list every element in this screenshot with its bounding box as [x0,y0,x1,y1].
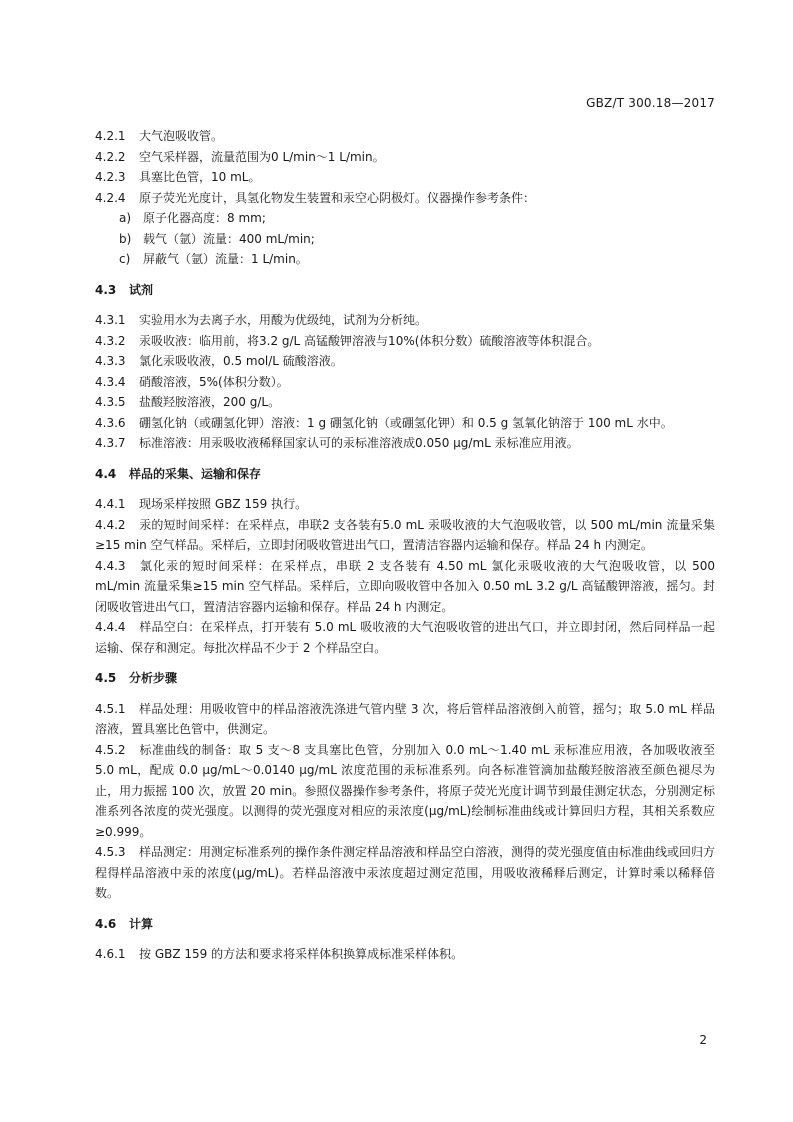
clause-4-6-1: 4.6.1 按 GBZ 159 的方法和要求将采样体积换算成标准采样体积。 [95,947,464,961]
clause-4-3-5: 4.3.5 盐酸羟胺溶液，200 g/L。 [95,395,281,409]
clause-4-4-2: 4.4.2 汞的短时间采样：在采样点，串联2 支各装有5.0 mL 汞吸收液的大气泡吸收管，以 500 mL/min 流量采集≥15 min 空气样品。采样后，立即封闭吸收管进出气口，置清洁容器内运输和保存。样品 24 h 内测定。 [95,517,715,552]
standard-code: GBZ/T 300.18—2017 [586,96,715,110]
clause-4-5-3: 4.5.3 样品测定：用测定标准系列的操作条件测定样品溶液和样品空白溶液，测得的荧光强度值由标准曲线或回归方程得样品溶液中汞的浓度(μg/mL)。若样品溶液中汞浓度超过测定范围，用吸收液稀释后测定，计算时乘以稀释倍数。 [95,845,716,900]
clause-4-4-4: 4.4.4 样品空白：在采样点，打开装有 5.0 mL 吸收液的大气泡吸收管的进出气口，并立即封闭，然后同样品一起运输、保存和测定。每批次样品不少于 2 个样品空白。 [95,620,715,655]
clause-4-4-3: 4.4.3 氯化汞的短时间采样：在采样点，串联 2 支各装有 4.50 mL 氯化汞吸收液的大气泡吸收管，以 500 mL/min 流量采集≥15 min 空气样品。采样后，立即向吸收管中各加入 0.50 mL 3.2 g/L 高锰酸钾溶液，摇匀。封闭吸收管进出气口，置清洁容器内运输和保存。样品 24 h 内测定。 [95,558,715,614]
clause-4-3-6: 4.3.6 硼氢化钠（或硼氢化钾）溶液：1 g 硼氢化钠（或硼氢化钾）和 0.5 g 氢氧化钠溶于 100 mL 水中。 [95,415,673,430]
condition-c: c) 屏蔽气（氩）流量：1 L/min。 [119,252,308,266]
clause-4-2-1: 4.2.1 大气泡吸收管。 [95,129,224,143]
clause-4-3-1: 4.3.1 实验用水为去离子水，用酸为优级纯，试剂为分析纯。 [95,313,428,327]
clause-4-2-4: 4.2.4 原子荧光光度计，具氢化物发生装置和汞空心阴极灯。仪器操作参考条件： [95,190,536,205]
clause-4-3-2: 4.3.2 汞吸收液：临用前，将3.2 g/L 高锰酸钾溶液与10%(体积分数）硫酸溶液等体积混合。 [95,333,600,348]
section-heading-4-3: 4.3 试剂 [95,282,154,297]
clause-4-3-7: 4.3.7 标准溶液：用汞吸收液稀释国家认可的汞标准溶液成0.050 μg/mL 汞标准应用液。 [95,436,579,450]
condition-a: a) 原子化器高度：8 mm; [119,211,266,225]
section-heading-4-4: 4.4 样品的采集、运输和保存 [95,466,262,481]
section-heading-4-5: 4.5 分析步骤 [95,671,178,685]
clause-4-2-2: 4.2.2 空气采样器，流量范围为0 L/min～1 L/min。 [95,149,385,164]
clause-4-3-4: 4.3.4 硝酸溶液，5%(体积分数）。 [95,374,289,389]
clause-4-5-1: 4.5.1 样品处理：用吸收管中的样品溶液洗涤进气管内壁 3 次，将后管样品溶液倒入前管，摇匀；取 5.0 mL 样品溶液，置具塞比色管中，供测定。 [95,701,715,736]
section-heading-4-6: 4.6 计算 [95,916,154,931]
clause-4-5-2: 4.5.2 标准曲线的制备：取 5 支～8 支具塞比色管，分别加入 0.0 mL～1.40 mL 汞标准应用液，各加吸收液至 5.0 mL，配成 0.0 μg/mL～0.0140 μg/mL 浓度范围的汞标准系列。向各标准管滴加盐酸羟胺溶液至颜色褪尽为止，用力振摇 100 次，放置 20 min。参照仪器操作参考条件，将原子荧光光度计调节到最佳测定状态，分别测定标准系列各浓度的荧光强度。以测得的荧光强度对相应的汞浓度(μg/mL)绘制标准曲线或计算回归方程，其相关系数应≥0.999。 [95,742,715,839]
page-number: 2 [699,1033,707,1047]
clause-4-4-1: 4.4.1 现场采样按照 GBZ 159 执行。 [95,497,308,511]
document-body [95,126,715,965]
condition-b: b) 载气（氩）流量：400 mL/min; [119,231,315,246]
clause-4-2-3: 4.2.3 具塞比色管，10 mL。 [95,170,261,184]
clause-4-3-3: 4.3.3 氯化汞吸收液，0.5 mol/L 硫酸溶液。 [95,354,343,368]
